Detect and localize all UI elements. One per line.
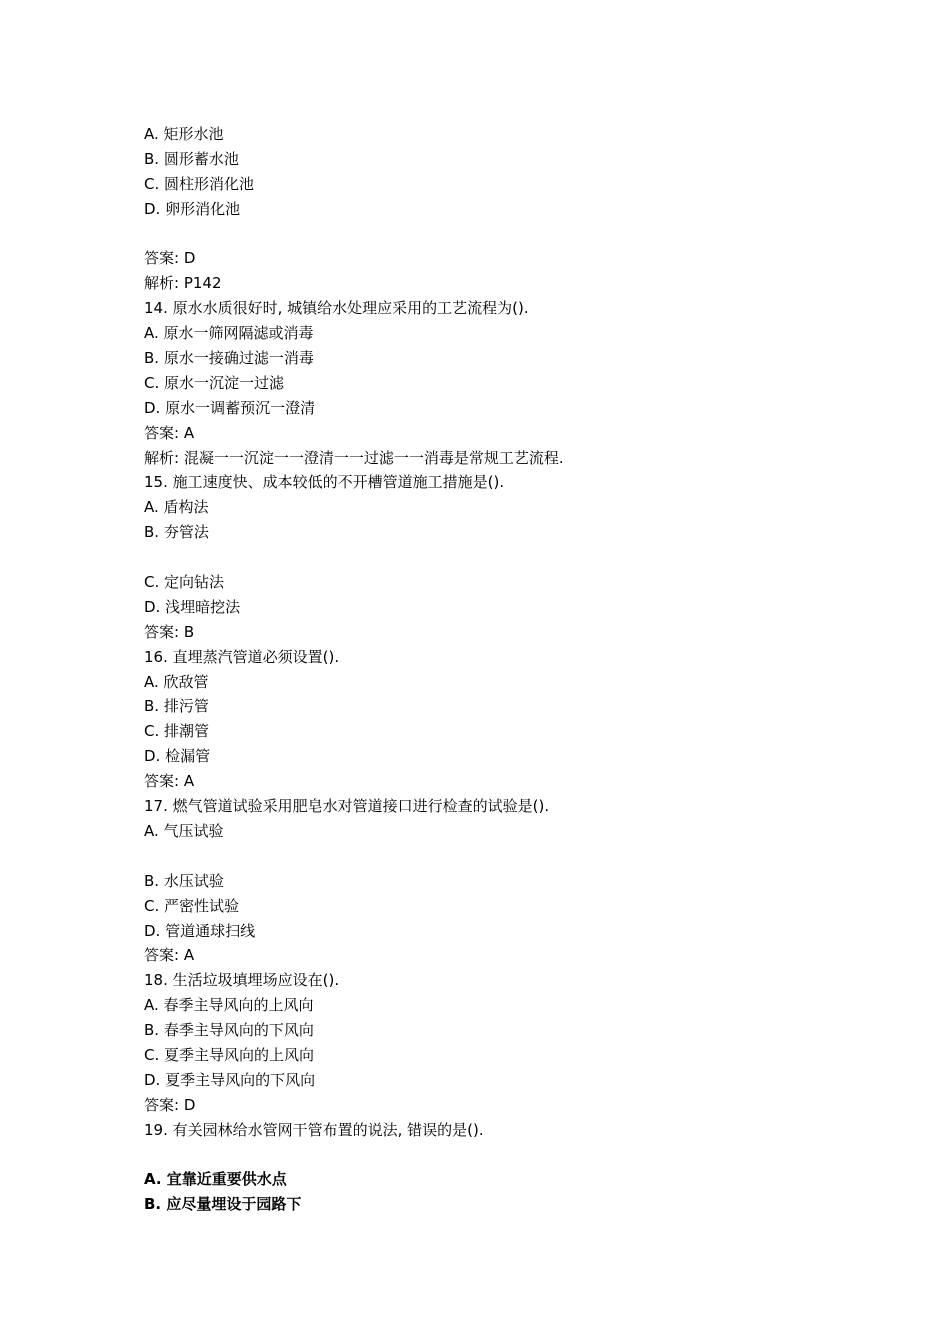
answer-line: 答案: D	[144, 1095, 196, 1114]
option-line: C. 原水一沉淀一过滤	[144, 373, 285, 392]
option-line: B. 圆形蓄水池	[144, 149, 239, 168]
option-line: D. 卵形消化池	[144, 199, 241, 218]
option-line: B. 原水一接确过滤一消毒	[144, 349, 314, 368]
option-line: B. 应尽量埋设于园路下	[144, 1195, 302, 1214]
option-line: C. 夏季主导风向的上风向	[144, 1045, 315, 1064]
answer-line: 答案: A	[144, 423, 195, 442]
option-line: A. 矩形水池	[144, 125, 224, 143]
option-line: D. 管道通球扫线	[144, 921, 256, 940]
blank-line	[144, 1143, 924, 1168]
question-line: 14. 原水水质很好时, 城镇给水处理应采用的工艺流程为().	[144, 299, 529, 318]
question-line: 17. 燃气管道试验采用肥皂水对管道接口进行检查的试验是().	[144, 797, 550, 816]
option-line: C. 排潮管	[144, 722, 210, 741]
answer-line: 答案: D	[144, 249, 196, 268]
document-body	[144, 122, 924, 1217]
blank-line	[144, 545, 924, 570]
analysis-line: 解析: P142	[144, 274, 222, 293]
option-line: A. 盾构法	[144, 498, 209, 517]
option-line: D. 浅埋暗挖法	[144, 597, 241, 616]
option-line: C. 圆柱形消化池	[144, 174, 255, 193]
option-line: C. 定向钻法	[144, 573, 225, 592]
answer-line: 答案: A	[144, 946, 195, 965]
question-line: 19. 有关园林给水管网干管布置的说法, 错误的是().	[144, 1120, 484, 1139]
option-line: B. 春季主导风向的下风向	[144, 1021, 314, 1040]
question-line: 15. 施工速度快、成本较低的不开槽管道施工措施是().	[144, 473, 505, 492]
option-line: A. 气压试验	[144, 821, 224, 840]
option-line: D. 原水一调蓄预沉一澄清	[144, 398, 316, 417]
answer-line: 答案: B	[144, 622, 195, 641]
option-line: A. 原水一筛网隔滤或消毒	[144, 324, 314, 343]
option-line: C. 严密性试验	[144, 896, 240, 915]
blank-line	[144, 222, 924, 247]
analysis-line: 解析: 混凝一一沉淀一一澄清一一过滤一一消毒是常规工艺流程.	[144, 448, 564, 467]
option-line: D. 检漏管	[144, 747, 211, 766]
option-line: B. 水压试验	[144, 871, 224, 890]
option-line: A. 宜靠近重要供水点	[144, 1170, 287, 1189]
option-line: B. 夯管法	[144, 523, 209, 542]
blank-line	[144, 844, 924, 869]
answer-line: 答案: A	[144, 772, 195, 791]
question-line: 18. 生活垃圾填埋场应设在().	[144, 971, 340, 990]
option-line: D. 夏季主导风向的下风向	[144, 1070, 316, 1089]
question-line: 16. 直埋蒸汽管道必须设置().	[144, 647, 340, 666]
option-line: A. 欣敌管	[144, 672, 209, 691]
option-line: A. 春季主导风向的上风向	[144, 996, 314, 1015]
option-line: B. 排污管	[144, 697, 209, 716]
